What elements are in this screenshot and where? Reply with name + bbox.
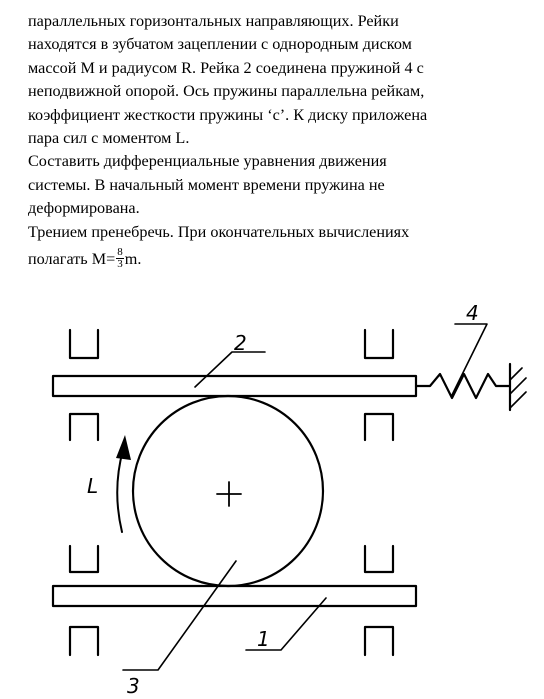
- problem-line-1: параллельных горизонтальных направляющих. Рейки: [28, 12, 399, 30]
- guide-upper-right-bottom: [365, 414, 393, 440]
- guide-lower-right-top: [365, 546, 393, 572]
- label-moment-L: L: [87, 474, 99, 498]
- fixed-support-hatching: [510, 368, 526, 408]
- problem-line-7: Составить дифференциальные уравнения движения: [28, 152, 387, 171]
- guide-lower-left-bottom: [70, 627, 98, 655]
- label-disk-3: 3: [127, 674, 140, 698]
- leader-disk-3: [123, 561, 236, 670]
- guide-lower-left-top: [70, 546, 98, 572]
- label-rail-2: 2: [234, 331, 247, 355]
- problem-line-8: системы. В начальный момент времени пружина не: [28, 175, 385, 194]
- moment-arc: [117, 450, 123, 532]
- problem-line-9: деформирована.: [28, 199, 140, 218]
- problem-statement: [28, 10, 528, 272]
- leader-rail-2: [195, 352, 265, 387]
- rail-2: [53, 376, 416, 396]
- disk-3: [133, 396, 323, 586]
- problem-line-3: массой M и радиусом R. Рейка 2 соединена пружиной 4 с: [28, 58, 424, 77]
- spring-4: [416, 374, 510, 398]
- fraction-numerator: 8: [117, 245, 123, 258]
- problem-line-4: неподвижной опорой. Ось пружины параллельна рейкам,: [28, 82, 425, 101]
- rail-1: [53, 586, 416, 606]
- problem-line-6: пара сил с моментом L.: [28, 129, 190, 148]
- problem-line-5: коэффициент жесткости пружины ‘c’. К диску приложена: [28, 105, 428, 124]
- guide-upper-left-top: [70, 330, 98, 358]
- guide-lower-right-bottom: [365, 627, 393, 655]
- guide-upper-left-bottom: [70, 414, 98, 440]
- label-spring-4: 4: [466, 301, 479, 325]
- fraction-denominator: 3: [117, 257, 123, 270]
- mass-fraction: [116, 247, 124, 270]
- problem-line-11: [28, 245, 528, 272]
- mass-relation-suffix: m.: [124, 250, 142, 269]
- guide-upper-right-top: [365, 330, 393, 358]
- problem-line-10: Трением пренебречь. При окончательных вычислениях: [28, 222, 410, 241]
- problem-line-2: находятся в зубчатом зацеплении с однородным диском: [28, 35, 412, 54]
- mechanism-diagram: [0, 300, 544, 699]
- label-rail-1: 1: [257, 627, 270, 651]
- moment-arrowhead: [116, 435, 131, 460]
- mass-relation-prefix: полагать M=: [28, 250, 116, 269]
